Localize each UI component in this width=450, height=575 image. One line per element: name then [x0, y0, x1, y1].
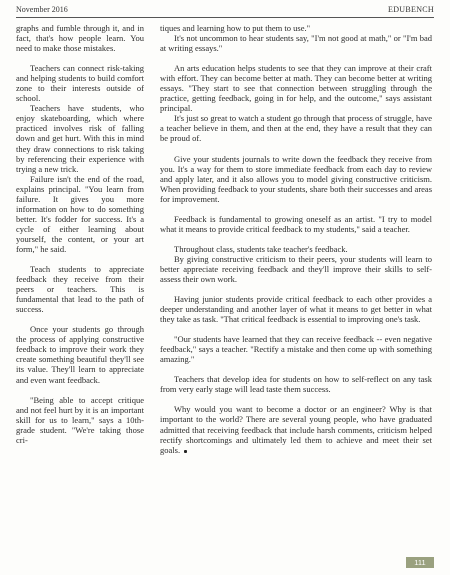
paragraph: [16, 63, 144, 103]
paragraph-text: Feedback is fundamental to growing oneself as an artist. "I try to model what it means to provide critical feedback to my students," said a teacher.: [160, 213, 432, 234]
paragraph-text: Teachers that develop idea for students on how to self-reflect on any task from very early stage will lead taste them success.: [160, 374, 432, 395]
end-mark-icon: [184, 450, 187, 453]
paragraph-gap: [160, 284, 432, 294]
paragraph-text: "Our students have learned that they can receive feedback -- even negative feedback," says a teacher. "Rectify a mistake and then come up with something amazing.": [160, 334, 432, 365]
paragraph-text: It's not uncommon to hear students say, "I'm not good at math," or "I'm bad at writing essays.": [160, 33, 432, 54]
paragraph: [160, 294, 432, 324]
paragraph-text: It's just so great to watch a student go through that process of struggle, have a teacher believe in them, and then at the end, they have a result that they can be proud of.: [160, 113, 432, 144]
paragraph-text: An arts education helps students to see that they can improve at their craft with effort. They can become better at math. They can become better at writing essays. "They start to see that connection between struggling through the practice, getting feedback, going in for help, and the outcome," says assistant principal.: [160, 63, 432, 114]
paragraph: [160, 113, 432, 143]
paragraph-text: Teachers have students, who enjoy skateboarding, which where practiced involves risk of falling down and get hurt. With this in mind they draw connections to risk taking by referencing their experience with trying a new trick.: [16, 103, 144, 174]
paragraph: [160, 63, 432, 113]
paragraph-text: Having junior students provide critical feedback to each other provides a deeper understanding and another layer of what it means to get better in what they take as task. "That critical feedback is essential to improving one's task.: [160, 294, 432, 325]
paragraph: [160, 154, 432, 204]
paragraph-text: Once your students go through the process of applying constructive feedback to improve their work they create something beautiful they'll see its value. They'll learn to appreciate and even want feedback.: [16, 324, 144, 385]
paragraph-gap: [160, 364, 432, 374]
paragraph-text: graphs and fumble through it, and in fact, that's how people learn. You need to make those mistakes.: [16, 23, 144, 54]
paragraph-gap: [160, 324, 432, 334]
issue-date: November 2016: [16, 5, 68, 14]
paragraph: [16, 103, 144, 173]
paragraph: [16, 174, 144, 254]
paragraph-text: Teachers can connect risk-taking and helping students to build comfort zone to their interests outside of school.: [16, 63, 144, 104]
paragraph: [160, 334, 432, 364]
paragraph-gap: [16, 53, 144, 63]
paragraph: [16, 23, 144, 53]
paragraph-gap: [16, 385, 144, 395]
paragraph-gap: [160, 53, 432, 63]
paragraph-text: Teach students to appreciate feedback they receive from their peers or teachers. This is fundamental that lead to the path of success.: [16, 264, 144, 315]
paragraph-gap: [160, 204, 432, 214]
page-header: [16, 5, 434, 16]
paragraph-text: Throughout class, students take teacher's feedback.: [174, 243, 348, 254]
left-column: [16, 23, 144, 445]
paragraph: [16, 264, 144, 314]
paragraph-gap: [160, 394, 432, 404]
paragraph: [160, 374, 432, 394]
paragraph: [160, 404, 432, 454]
header-rule: [16, 17, 434, 18]
paragraph-text: "Being able to accept critique and not feel hurt by it is an important skill for us to learn," says a 10th-grade student. "We're taking those cri-: [16, 394, 144, 445]
paragraph-text: By giving constructive criticism to their peers, your students will learn to better appreciate receiving feedback and they'll improve their skills to self-assess their own work.: [160, 253, 432, 284]
paragraph-text: tiques and learning how to put them to use.": [160, 23, 311, 33]
paragraph-gap: [16, 254, 144, 264]
paragraph-gap: [160, 144, 432, 154]
paragraph: [160, 244, 432, 254]
paragraph-gap: [16, 314, 144, 324]
paragraph: [160, 254, 432, 284]
page-number: 111: [406, 557, 434, 568]
paragraph-text: Give your students journals to write down the feedback they receive from you. It's a way for them to store immediate feedback from each day to review and apply later, and it also allows you to model giving constructive criticism. When providing feedback to your students, share both their successes and areas for improvement.: [160, 153, 432, 204]
publication-name: EDUBENCH: [388, 5, 434, 14]
paragraph-gap: [160, 234, 432, 244]
paragraph-text: Failure isn't the end of the road, explains principal. "You learn from failure. It gives you more information on how to do something better. It's fodder for success. It's a cycle of either learning about yourself, the content, or your art form," he said.: [16, 173, 144, 254]
paragraph: [160, 23, 432, 33]
right-column: [160, 23, 432, 455]
paragraph-text: Why would you want to become a doctor or an engineer? Why is that important to the world? There are several young people, who have graduated admitted that receiving feedback that include harsh comments, criticism helped rectify shortcomings and ultimately led them to achieve and meet their set goals.: [160, 404, 432, 455]
paragraph: [160, 214, 432, 234]
paragraph: [16, 395, 144, 445]
paragraph: [16, 324, 144, 384]
paragraph: [160, 33, 432, 53]
